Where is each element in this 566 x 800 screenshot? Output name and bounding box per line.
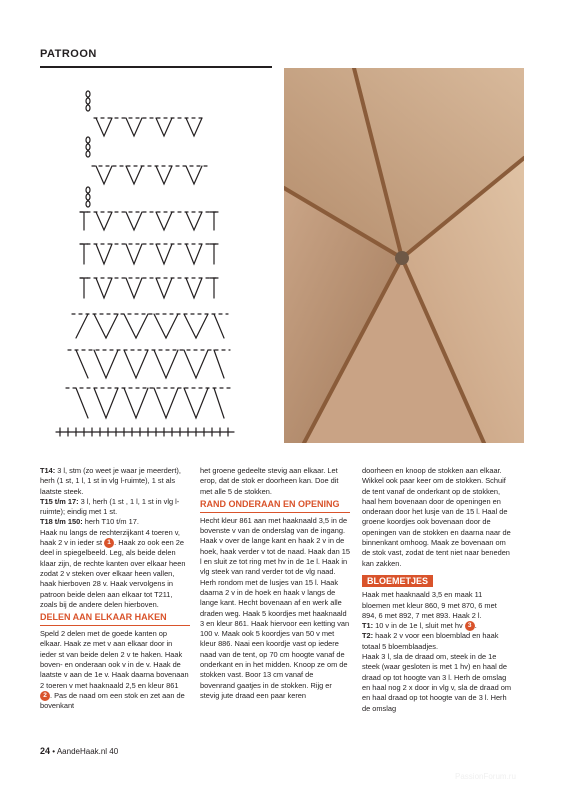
chart-row-4 — [80, 244, 218, 264]
instruction-text: het groene gedeelte stevig aan elkaar. Let erop, dat de stok er doorheen kan. Doe dit met alle 5 de stokken. — [200, 466, 339, 496]
text-column-3 — [362, 466, 512, 714]
chart-row-3 — [80, 212, 218, 230]
instruction-text: 3 l, stm (zo weet je waar je meerdert), herh (1 st, 1 l, 1 st in vlg l-ruimte), 1 st als laatste steek. — [40, 466, 181, 496]
footer-separator: • — [50, 747, 57, 756]
section-heading-rand: RAND ONDERAAN EN OPENING — [200, 499, 350, 513]
chart-row-7 — [68, 350, 230, 378]
instruction-text: . Pas de naad om een stok en zet aan de bovenkant — [40, 690, 185, 711]
footer-source: AandeHaak.nl 40 — [56, 747, 119, 756]
instruction-text: doorheen en knoop de stokken aan elkaar. Wikkel ook paar keer om de stokken. Schuif de tent vanaf de onderkant op de stokken, haal hem bovenaan door de openingen en onderaan door het lusje van de 15 l. Haal de groene koordjes ook bovenaan door de openingen van de stokken en daarna naar de binnenkant omhoog. Maak ze bovenaan om de stok vast, zodat de tent niet naar beneden kan zakken. — [362, 466, 511, 568]
chain-top-left — [86, 91, 90, 111]
chart-row-6 — [72, 314, 228, 338]
chart-row-8 — [66, 388, 232, 418]
instruction-lead: T1: — [362, 621, 374, 631]
section-title: PATROON — [40, 48, 97, 60]
instruction-text: 10 v in de 1e l, sluit met hv — [373, 621, 463, 631]
text-column-2 — [200, 466, 350, 701]
page-number: 24 — [40, 746, 51, 756]
instruction-text: Haak nu langs de rechterzijkant 4 toeren v, haak 2 v in ieder st — [40, 527, 180, 548]
title-rule — [40, 66, 272, 68]
page-footer — [40, 746, 118, 756]
instruction-text: herh T10 t/m 17. — [82, 517, 139, 527]
chain-left-3 — [86, 187, 90, 207]
crochet-chart — [48, 88, 238, 450]
instruction-text: Haak 3 l, sla de draad om, steek in de 1e steek (waar gesloten is met 1 hv) en haal de draad op tot hoogte van 3 l. Herh de omslag en haal nog 2 x door in vlg v, sla de draad om en haal draad op tot hoogte van de 3 l. Herh de omslag — [362, 652, 511, 713]
instruction-text: haak 2 v voor een bloemblad en haak totaal 5 bloemblaadjes. — [362, 631, 499, 651]
step-marker: 1 — [104, 538, 114, 548]
instruction-text: 3 l, herh (1 st , 1 l, 1 st in vlg l-ruimte); eindig met 1 st. — [40, 496, 180, 517]
chain-left-2 — [86, 137, 90, 157]
instruction-lead: T18 t/m 150: — [40, 517, 83, 527]
instruction-text: Hecht kleur 861 aan met haaknaald 3,5 in de bovenste v van de onderslag van de ingang. Haak v over de lange kant en haak 2 v in de hoek, haak verder v tot de naad. Haak dan 15 l en sluit ze tot ring met hv in de 1e l. Haak in vlg steek van rand verder tot de vlg naad. Herh rondom met de lusjes van 15 l. Haak daarna 2 v in de hoek en haak v langs de lange kant. Hecht bovenaan af en werk alle draden weg. Haak 5 koordjes met haaknaald 3 en kleur 861. Haak hiervoor een ketting van 100 v. Maak ook 5 koordjes van 50 v met kleur 886. Naai een koordje vast op iedere naad van de tent, op 70 cm hoogte vanaf de onderkant en in het midden. Knoop ze om de stokken vast. Boor 13 cm vanaf de bovenrand gaatjes in de stokken. Rijg er stevig jute draad een paar keren — [200, 515, 350, 700]
section-heading-delen: DELEN AAN ELKAAR HAKEN — [40, 612, 190, 626]
instruction-text: Haak met haaknaald 3,5 en maak 11 bloemen met kleur 860, 9 met 870, 6 met 894, 6 met 892, 7 met 893. Haak 2 l. — [362, 590, 497, 620]
chart-row-5 — [80, 278, 218, 298]
instruction-text: . — [474, 621, 477, 631]
chart-base-row — [56, 428, 234, 436]
instruction-text: Speld 2 delen met de goede kanten op elkaar. Haak ze met v aan elkaar door in ieder st van beide delen 2 v te haken. Haak boven- en onderaan ook v in de v. Haak de laatste v aan de 1e v. Haak daarna bovenaan 2 toeren v met haaknaald 2,5 en kleur 861 — [40, 629, 189, 690]
tent-interior-photo — [284, 68, 524, 443]
instruction-lead: T2: — [362, 631, 374, 641]
text-column-1 — [40, 466, 190, 712]
chart-row-1 — [94, 118, 204, 136]
watermark: PassionForum.ru — [455, 772, 516, 781]
step-marker: 2 — [40, 691, 50, 701]
chart-row-2 — [92, 166, 208, 184]
step-marker: 3 — [465, 621, 475, 631]
instruction-lead: T14: — [40, 466, 56, 475]
section-heading-bloemetjes: BLOEMETJES — [362, 575, 433, 587]
instruction-text: . Haak zo ook een 2e deel in spiegelbeeld. Leg, als beide delen klaar zijn, de rechte kanten over elkaar heen zodat 2 v steken over elkaar heen vallen, haak hierboven 28 v. Haak vervolgens in patroon beide delen aan elkaar tot T211, zoals bij de andere delen hierboven. — [40, 538, 186, 609]
instruction-lead: T15 t/m 17: — [40, 496, 79, 506]
